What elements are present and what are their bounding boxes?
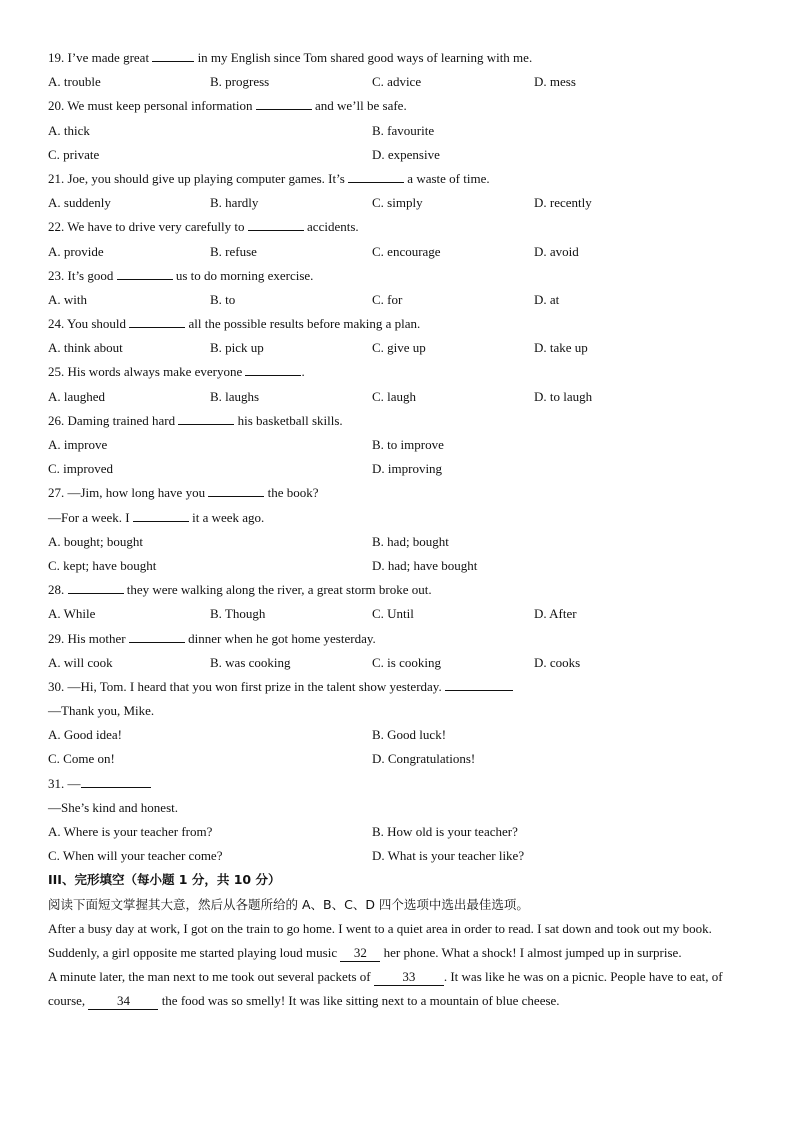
option: B. pick up [210, 340, 264, 356]
option-row [48, 288, 748, 312]
q27-line1 [48, 481, 748, 505]
option: D. take up [534, 340, 588, 356]
option: C. advice [372, 74, 422, 90]
option: C. for [372, 291, 403, 307]
q27-stem-c: —For a week. I [48, 509, 133, 525]
answer-blank [248, 216, 304, 231]
answer-blank [129, 313, 185, 328]
option: C. laugh [372, 388, 417, 404]
question-stem [48, 409, 748, 433]
option: D. cooks [534, 654, 581, 670]
option: D. expensive [372, 146, 440, 162]
answer-blank [445, 676, 513, 691]
q30-stem-a: 30. —Hi, Tom. I heard that you won first prize in the talent show yesterday. [48, 678, 445, 694]
q30-reply: —Thank you, Mike. [48, 703, 155, 719]
q27-stem-a: 27. —Jim, how long have you [48, 485, 209, 501]
question-stem [48, 94, 748, 118]
q29-options [48, 651, 748, 675]
question-text: 21. Joe, you should give up playing computer games. It’s [48, 170, 349, 186]
q29-stem-b: dinner when he got home yesterday. [184, 630, 376, 646]
answer-blank [117, 265, 173, 280]
q28-stem-b: they were walking along the river, a great storm broke out. [123, 582, 432, 598]
answer-blank [129, 628, 185, 643]
question-stem [48, 167, 748, 191]
option-row [48, 385, 748, 409]
option: B. favourite [372, 122, 435, 138]
q30-options-row2 [48, 747, 748, 771]
passage-text: Suddenly, a girl opposite me started playing loud music [48, 944, 341, 960]
q27-options-row1 [48, 530, 748, 554]
option-row [48, 457, 748, 481]
option: A. provide [48, 243, 104, 259]
option: A. will cook [48, 654, 113, 670]
section-instruction: 阅读下面短文掌握其大意，然后从各题所给的 A、B、C、D 四个选项中选出最佳选项。 [48, 896, 529, 912]
answer-blank [348, 168, 404, 183]
option: A. thick [48, 122, 90, 138]
passage-paragraph-1: After a busy day at work, I got on the train to go home. I went to a quiet area in order to read. I sat down and took out my book. [48, 920, 712, 936]
option: C. is cooking [372, 654, 441, 670]
passage-text: A minute later, the man next to me took out several packets of [48, 969, 374, 985]
answer-blank [245, 361, 301, 376]
option: A. bought; bought [48, 533, 143, 549]
option: D. at [534, 291, 560, 307]
q31-stem [48, 772, 748, 796]
question-text: us to do morning exercise. [172, 267, 314, 283]
question-stem [48, 360, 748, 384]
option: D. to laugh [534, 388, 593, 404]
answer-blank [208, 482, 264, 497]
option: D. had; have bought [372, 557, 478, 573]
option: A. Good idea! [48, 727, 123, 743]
option: A. suddenly [48, 195, 111, 211]
option: B. Though [210, 606, 266, 622]
option: B. Good luck! [372, 727, 447, 743]
option: A. think about [48, 340, 123, 356]
question-text: accidents. [303, 219, 359, 235]
passage-paragraph-2 [48, 941, 738, 965]
option: D. Congratulations! [372, 751, 476, 767]
q29-stem-a: 29. His mother [48, 630, 129, 646]
answer-blank [178, 410, 234, 425]
option: C. kept; have bought [48, 557, 157, 573]
question-text: 19. I’ve made great [48, 50, 153, 65]
option: A. trouble [48, 74, 101, 90]
option: B. had; bought [372, 533, 449, 549]
question-text: . [301, 364, 305, 380]
option-row [48, 119, 748, 143]
question-text: a waste of time. [404, 170, 490, 186]
section-title: III、完形填空（每小题 1 分，共 10 分） [48, 872, 281, 888]
question-text: his basketball skills. [234, 412, 343, 428]
question-text: 20. We must keep personal information [48, 98, 256, 114]
q28-stem [48, 578, 748, 602]
question-list [48, 46, 748, 481]
q31-options-row1 [48, 820, 748, 844]
question-stem [48, 264, 748, 288]
cloze-blank-34: 34 [88, 993, 158, 1010]
q31-stem-a: 31. — [48, 775, 81, 791]
question-stem [48, 312, 748, 336]
passage-paragraph-3 [48, 965, 738, 1013]
q27-stem-b: the book? [264, 485, 319, 501]
q31-reply: —She’s kind and honest. [48, 799, 178, 815]
option-row [48, 191, 748, 215]
answer-blank [133, 507, 189, 522]
q30-stem [48, 675, 748, 699]
question-stem [48, 46, 748, 70]
option-row [48, 143, 748, 167]
q28-stem-a: 28. [48, 582, 68, 598]
option: C. Until [372, 606, 414, 622]
option: D. mess [534, 74, 576, 90]
answer-blank [68, 579, 124, 594]
question-text: and we’ll be safe. [311, 98, 407, 114]
option: D. After [534, 606, 577, 622]
q29-stem [48, 627, 748, 651]
question-text: 25. His words always make everyone [48, 364, 246, 380]
option: D. improving [372, 461, 443, 477]
option: C. When will your teacher come? [48, 848, 223, 864]
question-text: all the possible results before making a plan. [185, 316, 421, 332]
q27-stem-d: it a week ago. [188, 509, 265, 525]
question-text: in my English since Tom shared good ways of learning with me. [194, 50, 533, 65]
passage-text: her phone. What a shock! I almost jumped up in surprise. [380, 944, 682, 960]
option: A. improve [48, 437, 108, 452]
question-text: 26. Daming trained hard [48, 412, 179, 428]
answer-blank [152, 47, 194, 62]
q31-options-row2 [48, 844, 748, 868]
option: A. with [48, 291, 87, 307]
option: C. Come on! [48, 751, 115, 767]
option: B. refuse [210, 243, 257, 259]
option: B. to [210, 291, 236, 307]
cloze-blank-32: 32 [340, 945, 380, 962]
option: A. Where is your teacher from? [48, 824, 213, 839]
option: D. What is your teacher like? [372, 848, 525, 864]
option: A. laughed [48, 388, 106, 404]
q27-options-row2 [48, 554, 748, 578]
option: C. encourage [372, 243, 441, 259]
option: D. avoid [534, 243, 579, 259]
option: D. recently [534, 195, 592, 211]
q28-options [48, 602, 748, 626]
option: C. improved [48, 461, 113, 477]
question-text: 24. You should [48, 316, 130, 332]
passage-text: . It was like he was on a picnic. People have to eat, of course, [48, 969, 723, 1009]
exam-page [48, 46, 748, 1014]
q27-line2 [48, 506, 748, 530]
option: B. to improve [372, 437, 444, 452]
answer-blank [256, 95, 312, 110]
answer-blank [81, 773, 151, 788]
option: B. laughs [210, 388, 260, 404]
option-row [48, 70, 748, 94]
passage-text: the food was so smelly! It was like sitting next to a mountain of blue cheese. [158, 993, 560, 1009]
question-stem [48, 215, 748, 239]
option: B. How old is your teacher? [372, 824, 518, 839]
option: B. progress [210, 74, 270, 90]
option: C. give up [372, 340, 426, 356]
question-text: 22. We have to drive very carefully to [48, 219, 248, 235]
option: B. was cooking [210, 654, 291, 670]
option: A. While [48, 606, 96, 622]
cloze-blank-33: 33 [374, 969, 444, 986]
option-row [48, 240, 748, 264]
option-row [48, 433, 748, 457]
question-text: 23. It’s good [48, 267, 117, 283]
option: C. private [48, 146, 100, 162]
q30-options-row1 [48, 723, 748, 747]
option: B. hardly [210, 195, 259, 211]
option-row [48, 336, 748, 360]
option: C. simply [372, 195, 423, 211]
